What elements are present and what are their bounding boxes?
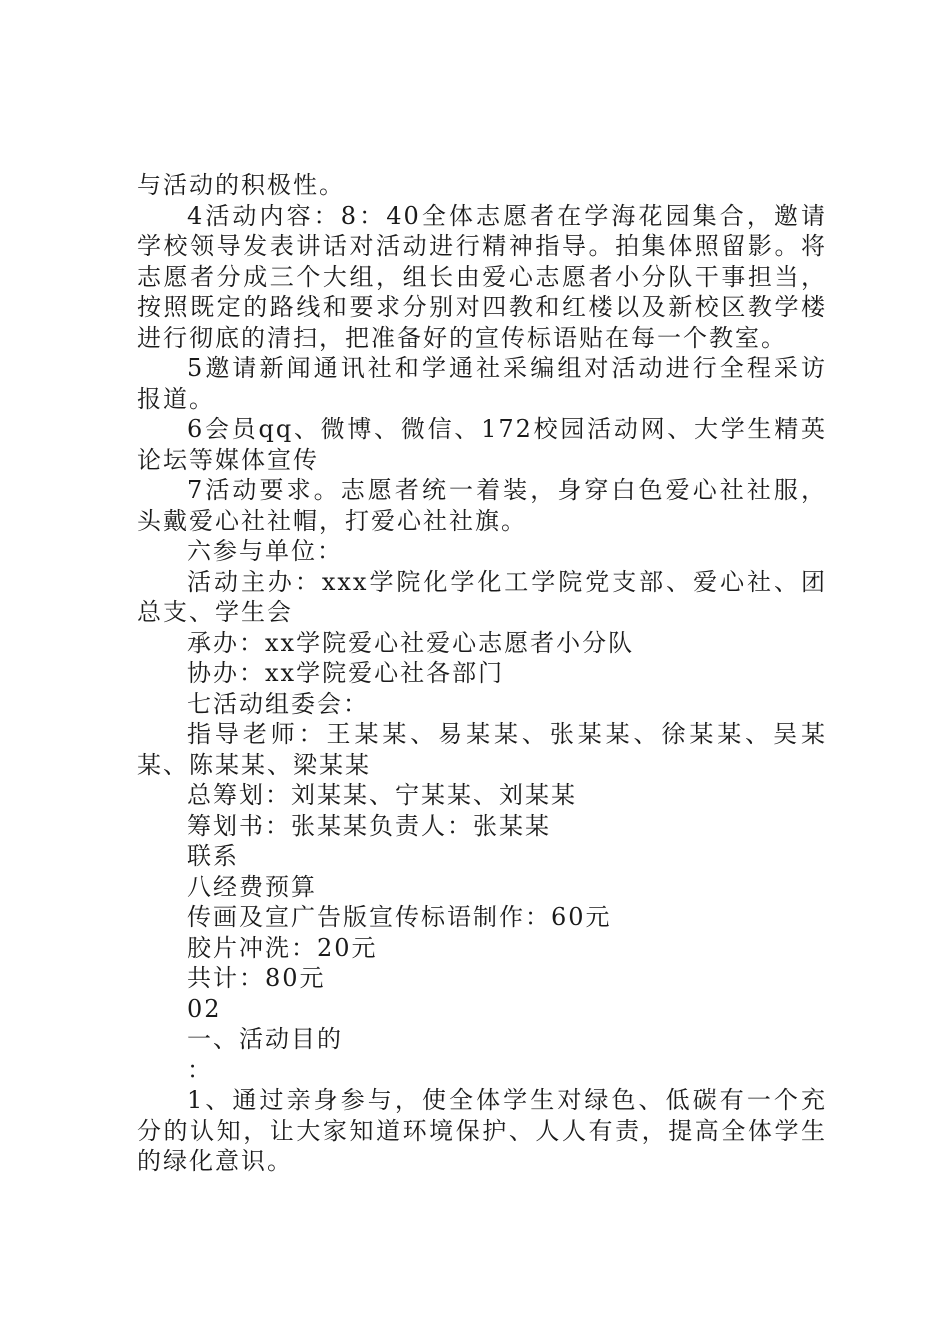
paragraph: 5邀请新闻通讯社和学通社采编组对活动进行全程采访报道。 xyxy=(137,354,827,413)
paragraph: 协办：xx学院爱心社各部门 xyxy=(187,659,505,687)
paragraph: 共计：80元 xyxy=(187,964,326,992)
section-heading: 一、活动目的 xyxy=(187,1025,343,1053)
paragraph: 承办：xx学院爱心社爱心志愿者小分队 xyxy=(187,628,635,657)
paragraph: 与活动的积极性。 xyxy=(137,171,345,199)
paragraph: 胶片冲洗：20元 xyxy=(187,933,378,962)
paragraph: 4活动内容：8：40全体志愿者在学海花园集合，邀请学校领导发表讲话对活动进行精神指导。拍集体照留影。将志愿者分成三个大组，组长由爱心志愿者小分队干事担当，按照既定的路线和要求分别对四教和红楼以及新校区教学楼进行彻底的清扫，把准备好的宣传标语贴在每一个教室。 xyxy=(137,201,827,352)
paragraph: ： xyxy=(187,1055,213,1084)
paragraph: 筹划书：张某某负责人：张某某 xyxy=(187,811,551,840)
section-heading: 六参与单位： xyxy=(187,537,343,565)
section-heading: 七活动组委会： xyxy=(187,689,369,718)
paragraph: 活动主办：xxx学院化学化工学院党支部、爱心社、团总支、学生会 xyxy=(137,567,827,626)
paragraph: 7活动要求。志愿者统一着装，身穿白色爱心社社服，头戴爱心社社帽，打爱心社社旗。 xyxy=(137,476,827,535)
section-number: 02 xyxy=(187,994,222,1023)
paragraph: 6会员qq、微博、微信、172校园活动网、大学生精英论坛等媒体宣传 xyxy=(137,415,827,474)
paragraph: 传画及宣广告版宣传标语制作：60元 xyxy=(187,903,612,931)
section-heading: 八经费预算 xyxy=(187,872,317,901)
paragraph: 1、通过亲身参与，使全体学生对绿色、低碳有一个充分的认知，让大家知道环境保护、人人有责，提高全体学生的绿化意识。 xyxy=(137,1086,827,1175)
paragraph: 联系 xyxy=(187,842,239,870)
document-body xyxy=(137,170,827,1177)
paragraph: 总筹划：刘某某、宁某某、刘某某 xyxy=(187,781,577,809)
paragraph: 指导老师：王某某、易某某、张某某、徐某某、吴某某、陈某某、梁某某 xyxy=(137,720,827,779)
